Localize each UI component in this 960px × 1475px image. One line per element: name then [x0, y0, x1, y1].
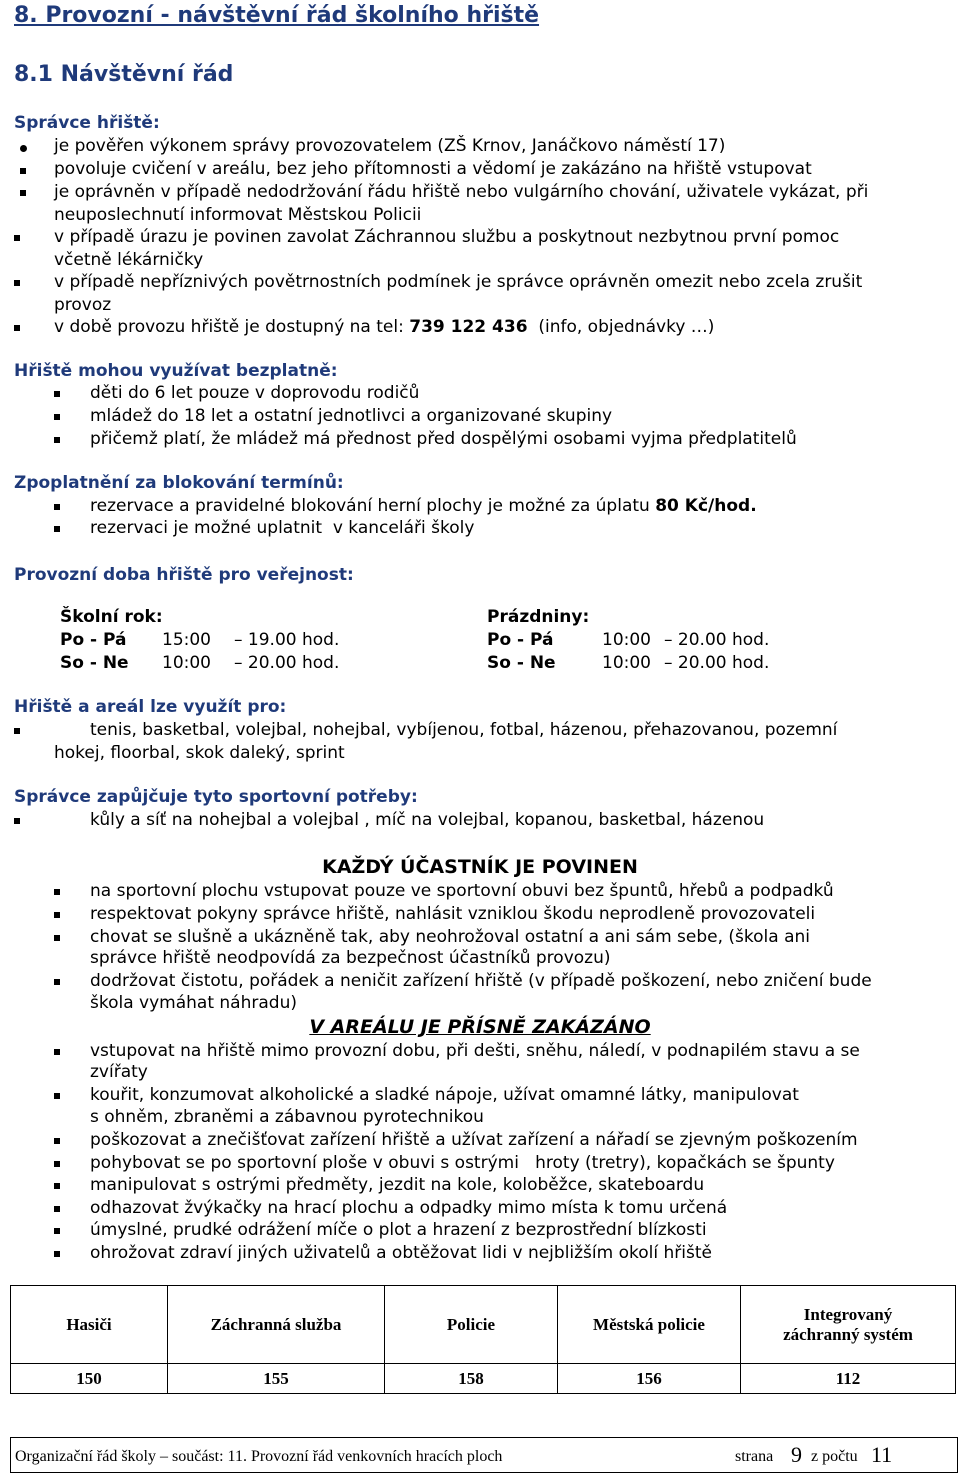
zakazano-line: pohybovat se po sportovní ploše v obuvi s ostrými hroty (tretry), kopačkách se špunty	[90, 1153, 835, 1173]
emergency-number: 112	[741, 1364, 956, 1394]
footer-text: Organizační řád školy – součást: 11. Provozní řád venkovních hracích ploch	[15, 1448, 503, 1465]
povinen-line: správce hřiště neodpovídá za bezpečnost účastníků provozu)	[90, 948, 611, 968]
emergency-header: Městská policie	[558, 1286, 741, 1364]
bullet-icon	[14, 325, 20, 331]
spravce-title: Správce hřiště:	[14, 113, 160, 133]
bullet-icon	[54, 437, 60, 443]
zpoplatneni-item	[90, 496, 757, 516]
price: 80 Kč/hod.	[655, 496, 757, 516]
time-to: – 20.00 hod.	[664, 653, 770, 673]
bezplatne-item: mládež do 18 let a ostatní jednotlivci a organizované skupiny	[90, 406, 613, 426]
povinen-title: KAŽDÝ ÚČASTNÍK JE POVINEN	[322, 856, 638, 878]
emergency-number: 155	[168, 1364, 385, 1394]
bullet-icon	[54, 504, 60, 510]
bullet-icon	[54, 1183, 60, 1189]
time-from: 15:00	[162, 630, 211, 650]
bullet-icon	[20, 190, 26, 196]
bezplatne-item: děti do 6 let pouze v doprovodu rodičů	[90, 383, 420, 403]
zakazano-line: odhazovat žvýkačky na hrací plochu a odpadky mimo místa k tomu určená	[90, 1198, 728, 1218]
emergency-table	[10, 1285, 956, 1394]
spravce-line: v případě úrazu je povinen zavolat Záchrannou službu a poskytnout nezbytnou první pomoc	[54, 227, 840, 247]
zakazano-line: vstupovat na hřiště mimo provozní dobu, při dešti, sněhu, náledí, v podnapilém stavu a se	[90, 1041, 860, 1061]
contact-note: (info, objednávky …)	[527, 317, 715, 337]
day-range: So - Ne	[487, 653, 556, 673]
emergency-header: Policie	[385, 1286, 558, 1364]
bullet-icon	[54, 414, 60, 420]
contact-label: v době provozu hřiště je dostupný na tel:	[54, 317, 410, 337]
povinen-line: dodržovat čistotu, pořádek a neničit zařízení hřiště (v případě poškození, nebo zničení bude	[90, 971, 872, 991]
zakazano-line: zvířaty	[90, 1062, 148, 1082]
zapujcuje-title: Správce zapůjčuje tyto sportovní potřeby:	[14, 787, 418, 807]
emergency-header: Hasiči	[11, 1286, 168, 1364]
emergency-number: 158	[385, 1364, 558, 1394]
emergency-number: 150	[11, 1364, 168, 1394]
bullet-icon	[14, 235, 20, 241]
povinen-line: na sportovní plochu vstupovat pouze ve sportovní obuvi bez špuntů, hřebů a podpadků	[90, 881, 834, 901]
zakazano-line: ohrožovat zdraví jiných uživatelů a obtěžovat lidi v nejbližším okolí hřiště	[90, 1243, 712, 1263]
spravce-line: neuposlechnutí informovat Městskou Policii	[54, 205, 422, 225]
day-range: So - Ne	[60, 653, 129, 673]
emergency-header: Integrovaný záchranný systém	[741, 1286, 956, 1364]
footer-total: 11	[871, 1442, 893, 1467]
spravce-line: je oprávněn v případě nedodržování řádu hřiště nebo vulgárního chování, uživatele vykázat, při	[54, 182, 869, 202]
bullet-icon	[14, 818, 20, 824]
skolni-rok-title: Školní rok:	[60, 607, 163, 627]
zpoplatneni-title: Zpoplatnění za blokování termínů:	[14, 473, 344, 493]
emergency-number: 156	[558, 1364, 741, 1394]
section-heading: 8.1 Návštěvní řád	[14, 62, 234, 87]
rezervace-text: rezervace a pravidelné blokování herní plochy je možné za úplatu	[90, 496, 656, 516]
phone-number: 739 122 436	[409, 317, 528, 337]
bullet-icon	[54, 1161, 60, 1167]
footer-z-poctu: z počtu	[811, 1448, 858, 1465]
bullet-icon	[54, 1049, 60, 1055]
spravce-line: je pověřen výkonem správy provozovatelem (ZŠ Krnov, Janáčkovo náměstí 17)	[54, 136, 726, 156]
emergency-header: Záchranná služba	[168, 1286, 385, 1364]
page-heading: 8. Provozní - návštěvní řád školního hřiště	[14, 3, 540, 28]
bullet-icon	[54, 1138, 60, 1144]
page-footer	[10, 1437, 958, 1473]
bezplatne-title: Hřiště mohou využívat bezplatně:	[14, 361, 338, 381]
time-from: 10:00	[602, 630, 651, 650]
zakazano-title: V AREÁLU JE PŘÍSNĚ ZAKÁZÁNO	[309, 1016, 651, 1038]
spravce-line: včetně lékárničky	[54, 250, 204, 270]
bullet-icon	[54, 1251, 60, 1257]
spravce-line: povoluje cvičení v areálu, bez jeho přítomnosti a vědomí je zakázáno na hřiště vstupovat	[54, 159, 812, 179]
spravce-line: v případě nepříznivých povětrnostních podmínek je správce oprávněn omezit nebo zcela zrušit	[54, 272, 863, 292]
time-to: – 20.00 hod.	[664, 630, 770, 650]
bullet-icon	[14, 280, 20, 286]
povinen-line: respektovat pokyny správce hřiště, nahlásit vzniklou škodu neprodleně provozovateli	[90, 904, 816, 924]
footer-strana: strana	[735, 1448, 774, 1465]
vyuzit-title: Hřiště a areál lze využít pro:	[14, 697, 287, 717]
spravce-contact	[54, 317, 714, 337]
footer-page: 9	[791, 1442, 802, 1467]
povinen-line: chovat se slušně a ukázněně tak, aby neohrožoval ostatní a ani sám sebe, (škola ani	[90, 927, 811, 947]
provozni-title: Provozní doba hřiště pro veřejnost:	[14, 565, 354, 585]
vyuzit-line: hokej, floorbal, skok daleký, sprint	[54, 743, 345, 763]
zpoplatneni-item: rezervaci je možné uplatnit v kanceláři školy	[90, 518, 475, 538]
zapujcuje-line: kůly a síť na nohejbal a volejbal , míč na volejbal, kopanou, basketbal, házenou	[90, 810, 765, 830]
bullet-icon	[54, 1093, 60, 1099]
bullet-icon	[54, 889, 60, 895]
time-to: – 19.00 hod.	[234, 630, 340, 650]
zakazano-line: s ohněm, zbraněmi a zábavnou pyrotechnikou	[90, 1107, 484, 1127]
bullet-icon	[54, 935, 60, 941]
bullet-icon	[20, 168, 26, 174]
zakazano-line: poškozovat a znečišťovat zařízení hřiště a užívat zařízení a nářadí se zjevným poškozením	[90, 1130, 858, 1150]
bullet-icon	[54, 912, 60, 918]
zakazano-line: kouřit, konzumovat alkoholické a sladké nápoje, užívat omamné látky, manipulovat	[90, 1085, 799, 1105]
bullet-icon	[54, 1206, 60, 1212]
time-from: 10:00	[602, 653, 651, 673]
time-to: – 20.00 hod.	[234, 653, 340, 673]
zakazano-line: úmyslné, prudké odrážení míče o plot a hrazení z bezprostřední blízkosti	[90, 1220, 707, 1240]
day-range: Po - Pá	[487, 630, 554, 650]
time-from: 10:00	[162, 653, 211, 673]
povinen-line: škola vymáhat náhradu)	[90, 993, 297, 1013]
bullet-icon	[54, 526, 60, 532]
bullet-icon	[14, 728, 20, 734]
bezplatne-item: přičemž platí, že mládež má přednost před dospělými osobami vyjma předplatitelů	[90, 429, 797, 449]
vyuzit-line: tenis, basketbal, volejbal, nohejbal, vybíjenou, fotbal, házenou, přehazovanou, pozemní	[90, 720, 838, 740]
bullet-icon	[54, 1228, 60, 1234]
prazdniny-title: Prázdniny:	[487, 607, 590, 627]
bullet-icon	[20, 145, 27, 152]
zakazano-line: manipulovat s ostrými předměty, jezdit na kole, koloběžce, skateboardu	[90, 1175, 705, 1195]
bullet-icon	[54, 391, 60, 397]
bullet-icon	[54, 979, 60, 985]
spravce-line: provoz	[54, 295, 112, 315]
day-range: Po - Pá	[60, 630, 127, 650]
